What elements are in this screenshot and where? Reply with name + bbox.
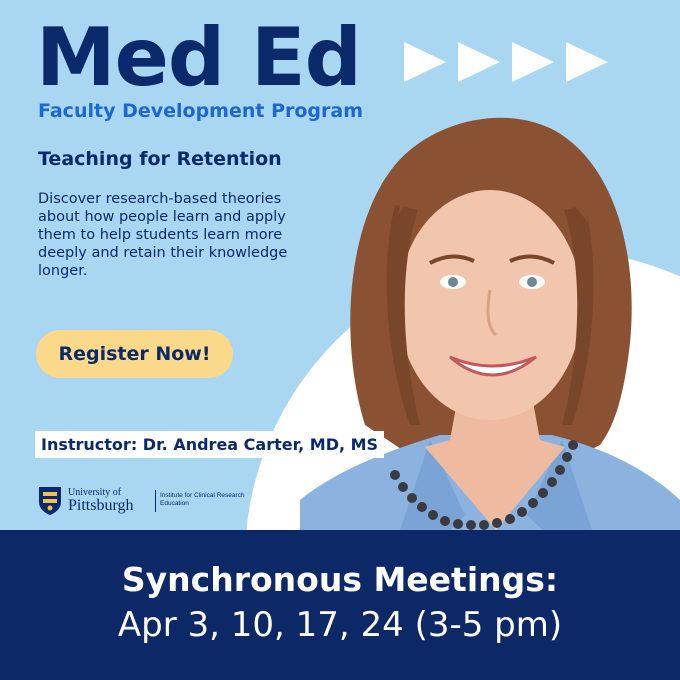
meetings-heading: Synchronous Meetings:	[121, 560, 559, 599]
course-title: Teaching for Retention	[38, 148, 282, 170]
logo-divider	[155, 490, 156, 512]
play-arrow-icon	[512, 42, 554, 82]
meeting-dates: Apr 3, 10, 17, 24 (3-5 pm)	[117, 605, 563, 645]
play-arrow-icon	[404, 42, 446, 82]
page-title: Med Ed	[36, 11, 361, 104]
instructor-photo	[300, 95, 680, 530]
instructor-label: Instructor: Dr. Andrea Carter, MD, MS	[35, 431, 384, 458]
crest-icon	[38, 486, 62, 516]
play-arrow-icon	[566, 42, 608, 82]
institute-name: Institute for Clinical Research Education	[160, 492, 245, 507]
course-description: Discover research-based theories about how people learn and apply them to help students learn more deeply and retain their knowledge longer.	[38, 191, 288, 279]
university-name-line2: Pittsburgh	[68, 497, 134, 514]
register-now-button[interactable]: Register Now!	[36, 330, 233, 378]
play-arrow-icon	[458, 42, 500, 82]
program-subtitle: Faculty Development Program	[38, 100, 364, 122]
university-name-line1: University of	[68, 487, 122, 498]
arrow-icons	[404, 38, 614, 86]
